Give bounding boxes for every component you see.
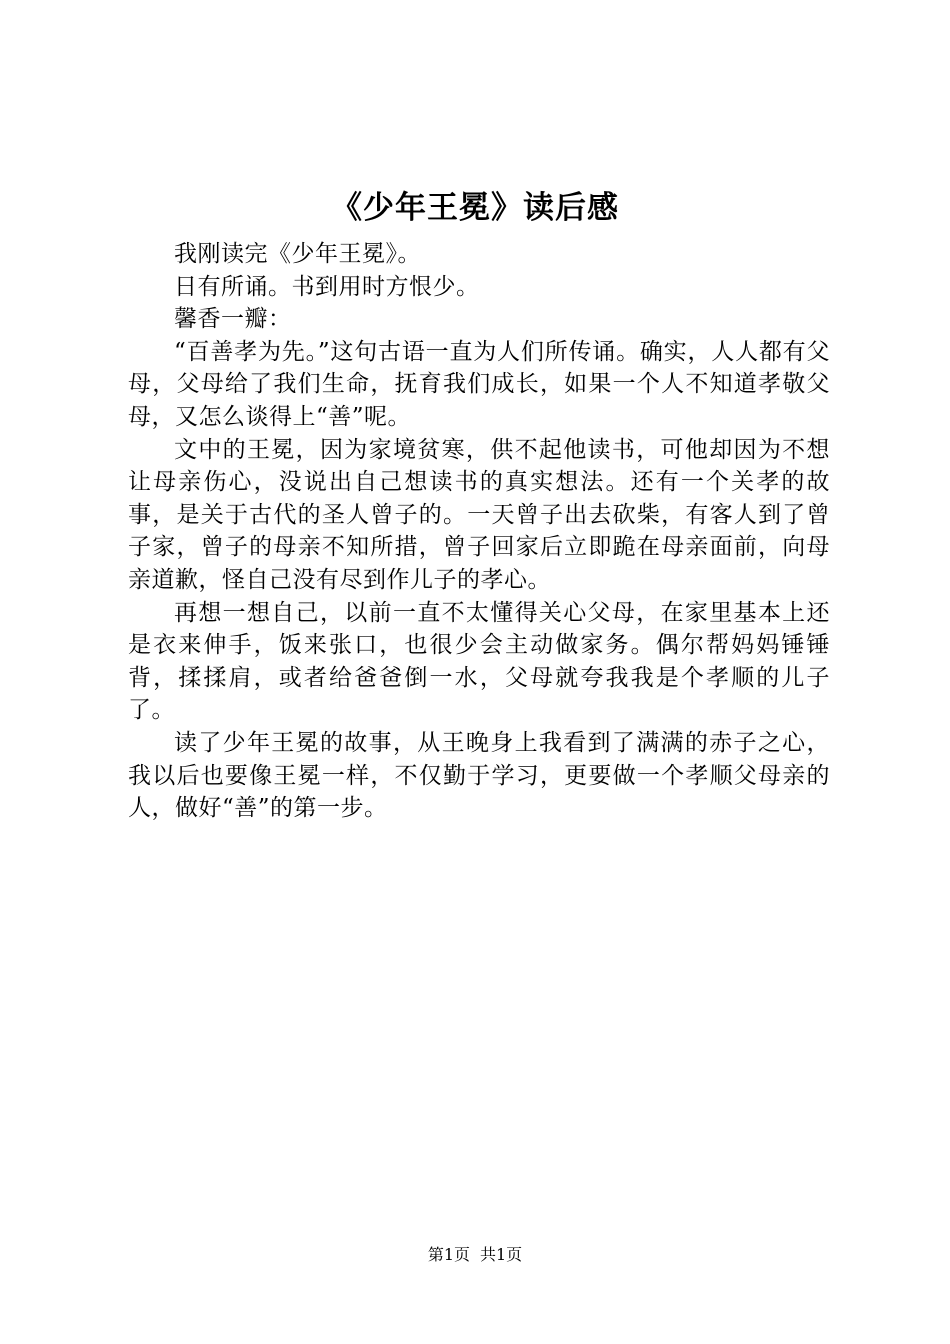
- paragraph-2: 日有所诵。书到用时方恨少。: [174, 273, 480, 300]
- paragraph-1: 我刚读完《少年王冕》。: [174, 241, 421, 267]
- paragraph-7: 读了少年王冕的故事，从王晚身上我看到了满满的赤子之心，我以后也要像王冕一样，不仅勤于学习，更要做一个孝顺父母亲的人，做好“善”的第一步。: [128, 729, 830, 822]
- paragraph-6: 再想一想自己，以前一直不太懂得关心父母，在家里基本上还是衣来伸手，饭来张口，也很少会主动做家务。偶尔帮妈妈锤锤背，揉揉肩，或者给爸爸倒一水，父母就夸我我是个孝顺的儿子了。: [128, 599, 830, 724]
- document-title: 《少年王冕》读后感: [331, 190, 619, 226]
- page-footer: [0, 1244, 950, 1266]
- page-total: 共1页: [480, 1245, 523, 1264]
- page-number: 第1页: [427, 1245, 470, 1264]
- paragraph-4: “百善孝为先。”这句古语一直为人们所传诵。确实，人人都有父母，父母给了我们生命，抚育我们成长，如果一个人不知道孝敬父母，又怎么谈得上“善”呢。: [128, 338, 830, 430]
- paragraph-5: 文中的王冕，因为家境贫寒，供不起他读书，可他却因为不想让母亲伤心，没说出自己想读书的真实想法。还有一个关孝的故事，是关于古代的圣人曾子的。一天曾子出去砍柴，有客人到了曾子家，曾子的母亲不知所措，曾子回家后立即跪在母亲面前，向母亲道歉，怪自己没有尽到作儿子的孝心。: [128, 436, 830, 593]
- document-body: [128, 238, 830, 825]
- paragraph-3: 馨香一瓣：: [174, 306, 292, 333]
